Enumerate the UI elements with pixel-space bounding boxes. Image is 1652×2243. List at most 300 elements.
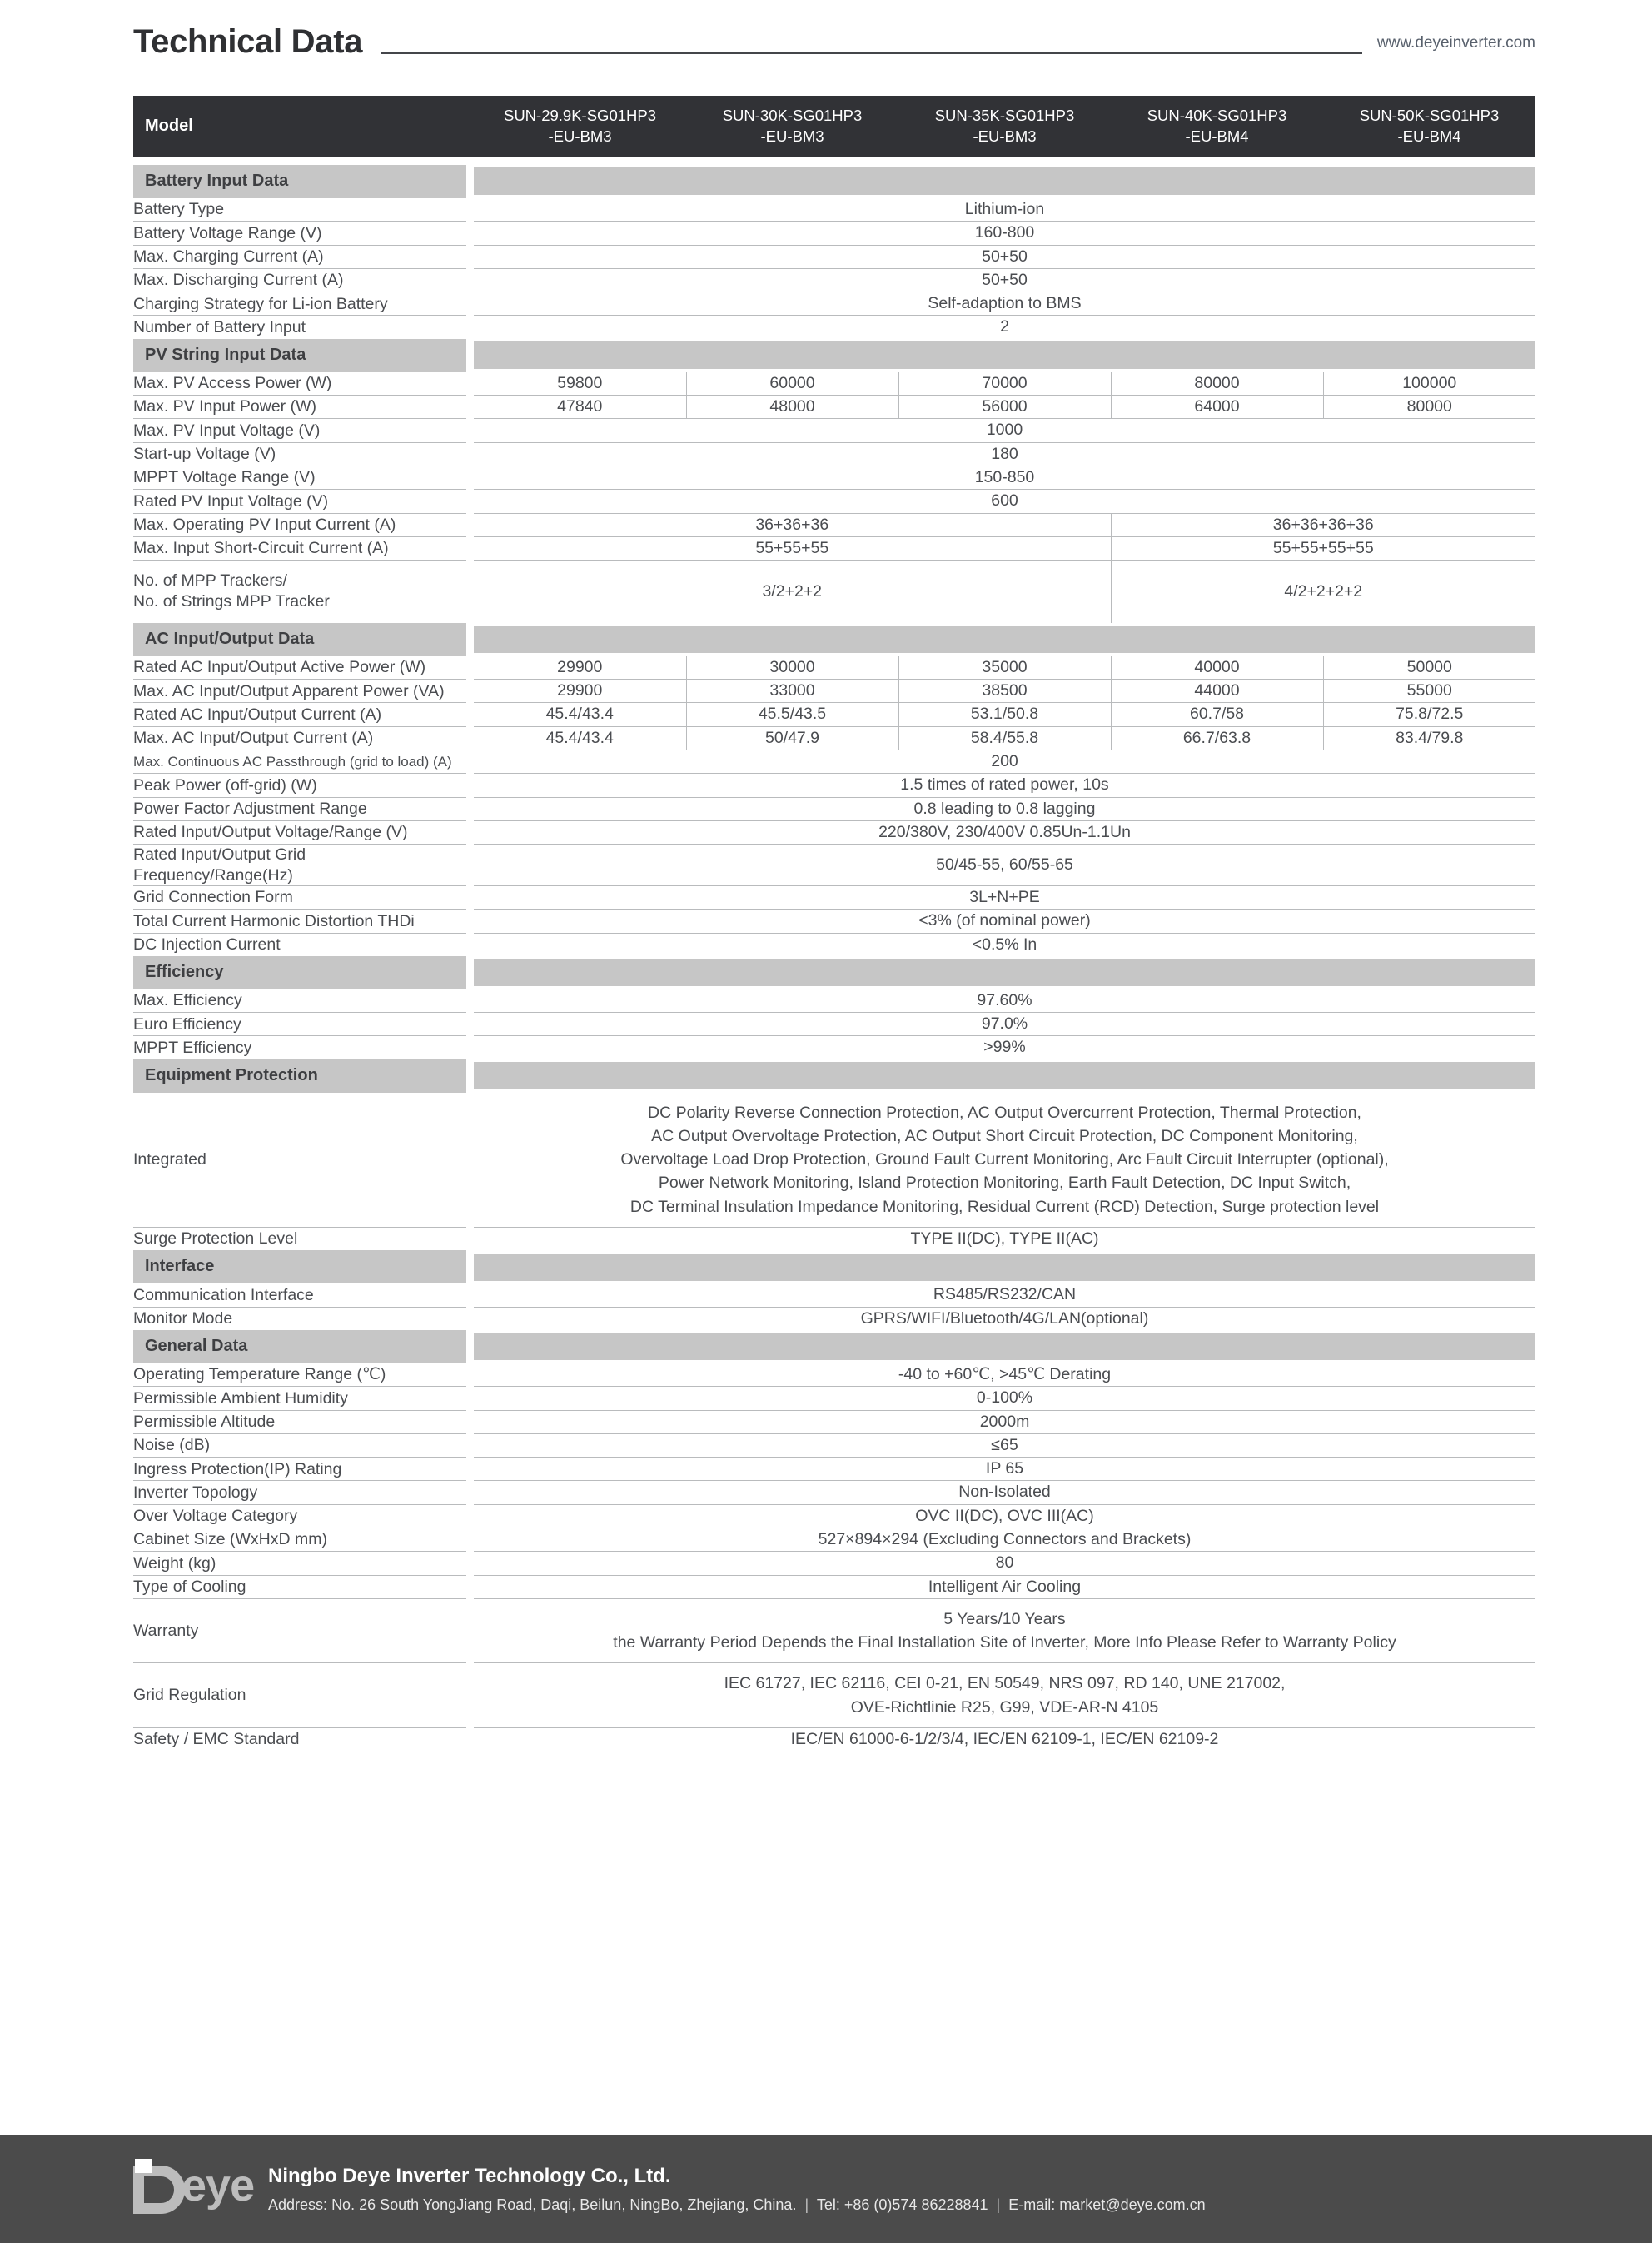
model-header-label: Model [133, 96, 474, 157]
spec-row-label: Battery Voltage Range (V) [133, 222, 466, 245]
spec-row-value: 36+36+36 [474, 513, 1111, 536]
column-gap [466, 885, 474, 909]
spec-row-value: 58.4/55.8 [898, 726, 1111, 750]
spacer-cell [133, 157, 1535, 165]
model-column-header [1323, 96, 1535, 157]
spec-row [133, 1307, 1535, 1330]
spec-row-label: Noise (dB) [133, 1433, 466, 1457]
column-gap [466, 536, 474, 560]
section-fill-bar [474, 626, 1535, 653]
model-column-header [686, 96, 898, 157]
section-header-row [133, 956, 1535, 989]
column-gap [466, 1575, 474, 1598]
model-name-line2: -EU-BM4 [1185, 127, 1249, 145]
spec-row-value: 0.8 leading to 0.8 lagging [474, 797, 1535, 820]
header-row [133, 25, 1535, 60]
spec-row-value [474, 1598, 1535, 1663]
column-gap [466, 372, 474, 396]
spec-row-value: 160-800 [474, 222, 1535, 245]
spec-row [133, 372, 1535, 396]
spec-row-label: Total Current Harmonic Distortion THDi [133, 910, 466, 933]
spec-row-label: Peak Power (off-grid) (W) [133, 774, 466, 797]
column-gap [466, 680, 474, 703]
page-title: Technical Data [133, 23, 363, 60]
website-url: www.deyeinverter.com [1376, 34, 1535, 52]
column-gap [466, 1727, 474, 1751]
spec-row-label: Safety / EMC Standard [133, 1727, 466, 1751]
spec-row-label: MPPT Voltage Range (V) [133, 466, 466, 489]
email-label: E-mail: [1008, 2196, 1056, 2214]
spec-row-label [133, 561, 466, 623]
column-gap [466, 1093, 474, 1228]
spec-row-value: IEC/EN 61000-6-1/2/3/4, IEC/EN 62109-1, IEC/EN 62109-2 [474, 1727, 1535, 1751]
spec-row-value: GPRS/WIFI/Bluetooth/4G/LAN(optional) [474, 1307, 1535, 1330]
spec-row-value: 2 [474, 316, 1535, 339]
spec-row-value: 40000 [1111, 656, 1323, 680]
value-line: 5 Years/10 Years [943, 1609, 1066, 1628]
spec-row-label: Max. Efficiency [133, 991, 242, 1010]
section-title-cell [133, 165, 466, 198]
spec-row-value [474, 1663, 1535, 1728]
spec-row-label: Surge Protection Level [133, 1228, 466, 1251]
spec-row [133, 1598, 1535, 1663]
spec-row-value: 60.7/58 [1111, 703, 1323, 726]
spec-table-body [133, 96, 1535, 1751]
column-gap [466, 910, 474, 933]
spec-row-value: 66.7/63.8 [1111, 726, 1323, 750]
logo-wordmark: eye [182, 2161, 255, 2211]
spec-row-label: Grid Regulation [133, 1663, 466, 1728]
section-title: PV String Input Data [133, 339, 466, 372]
spec-row-label: Max. Discharging Current (A) [133, 268, 466, 292]
spec-row-label: Type of Cooling [133, 1575, 466, 1598]
spec-row [133, 933, 1535, 956]
value-line: DC Terminal Insulation Impedance Monitoring, Residual Current (RCD) Detection, Surge protection level [629, 1197, 1380, 1216]
column-gap [466, 933, 474, 956]
spec-row-value: RS485/RS232/CAN [933, 1285, 1077, 1304]
spec-row-label: Max. PV Access Power (W) [133, 374, 332, 393]
section-fill-bar [474, 167, 1535, 195]
spec-row [133, 1093, 1535, 1228]
column-gap [466, 1228, 474, 1251]
spec-row-value: 55+55+55 [474, 536, 1111, 560]
model-column-header [474, 96, 686, 157]
company-name: Ningbo Deye Inverter Technology Co., Ltd. [268, 2164, 671, 2187]
spec-row [133, 536, 1535, 560]
spec-row [133, 885, 1535, 909]
spec-row-value: Intelligent Air Cooling [474, 1575, 1535, 1598]
section-header-row [133, 339, 1535, 372]
spec-row-value: 56000 [898, 396, 1111, 419]
spec-row-value: 50+50 [474, 245, 1535, 268]
column-gap [466, 726, 474, 750]
spec-row-value: 80 [474, 1552, 1535, 1575]
column-gap [466, 198, 474, 222]
model-name-line1: SUN-40K-SG01HP3 [1147, 107, 1287, 124]
technical-data-table [133, 96, 1535, 1751]
deye-logo-icon [133, 2159, 255, 2219]
spec-row-label: Cabinet Size (WxHxD mm) [133, 1528, 466, 1551]
spec-row [133, 656, 1535, 680]
spec-row [133, 820, 1535, 844]
value-line: DC Polarity Reverse Connection Protection, AC Output Overcurrent Protection, Thermal Protection, [648, 1103, 1361, 1122]
spec-row-value: 0-100% [474, 1387, 1535, 1410]
spec-row-value: 35000 [898, 656, 1111, 680]
spec-row-value: 75.8/72.5 [1323, 703, 1535, 726]
spec-row-label: Max. AC Input/Output Apparent Power (VA) [133, 680, 466, 703]
spec-row-label: Operating Temperature Range (℃) [133, 1365, 386, 1384]
spec-row [133, 845, 1535, 886]
spec-row-label: Rated Input/Output Grid Frequency/Range(Hz) [133, 845, 466, 886]
section-title: Efficiency [133, 956, 466, 989]
spec-row-label: Max. PV Input Power (W) [133, 396, 466, 419]
section-title-cell [133, 1250, 466, 1283]
model-name-line2: -EU-BM3 [548, 127, 612, 145]
spec-row-value: 45.4/43.4 [474, 703, 686, 726]
spec-row [133, 910, 1535, 933]
section-title-cell [133, 1059, 466, 1093]
spec-row-value: 30000 [686, 656, 898, 680]
spec-row-label: Euro Efficiency [133, 1013, 466, 1036]
value-line: AC Output Overvoltage Protection, AC Output Short Circuit Protection, DC Component Monitoring, [651, 1126, 1358, 1145]
column-gap [466, 989, 474, 1013]
spec-row-value: 29900 [474, 680, 686, 703]
email-value: market@deye.com.cn [1059, 2196, 1206, 2214]
spec-row-value [474, 1093, 1535, 1228]
spec-row-value: 60000 [686, 372, 898, 396]
spec-row [133, 419, 1535, 442]
spec-row-value: 64000 [1111, 396, 1323, 419]
spec-row-value: 1000 [474, 419, 1535, 442]
spec-row [133, 513, 1535, 536]
page-footer [0, 2135, 1652, 2243]
spec-row-label: DC Injection Current [133, 933, 466, 956]
spec-row [133, 396, 1535, 419]
model-name-line1: SUN-35K-SG01HP3 [934, 107, 1075, 124]
section-header-row [133, 623, 1535, 656]
spec-row [133, 1727, 1535, 1751]
spec-row-value: 36+36+36+36 [1111, 513, 1535, 536]
spec-row-value: 527×894×294 (Excluding Connectors and Brackets) [474, 1528, 1535, 1551]
section-title-cell [133, 1330, 466, 1363]
spec-row [133, 1481, 1535, 1504]
spec-row-value: 3/2+2+2 [474, 561, 1111, 623]
spec-label-line2: No. of Strings MPP Tracker [133, 592, 330, 611]
column-gap [466, 1307, 474, 1330]
spec-row [133, 1228, 1535, 1251]
column-gap [466, 316, 474, 339]
column-gap [466, 268, 474, 292]
spec-row-value: TYPE II(DC), TYPE II(AC) [474, 1228, 1535, 1251]
spec-row [133, 561, 1535, 623]
column-gap [466, 750, 474, 773]
spec-row-value: 180 [474, 442, 1535, 466]
spec-row-value: 55+55+55+55 [1111, 536, 1535, 560]
column-gap [466, 1528, 474, 1551]
section-fill-bar [474, 959, 1535, 986]
address-value: No. 26 South YongJiang Road, Daqi, Beilun, NingBo, Zhejiang, China. [331, 2196, 797, 2214]
spec-row-value: 70000 [898, 372, 1111, 396]
spec-row-value: 50/45-55, 60/55-65 [474, 845, 1535, 886]
spec-row-value: 97.0% [474, 1013, 1535, 1036]
spec-row-value: 33000 [686, 680, 898, 703]
spec-row-label: Over Voltage Category [133, 1504, 466, 1528]
model-column-header [1111, 96, 1323, 157]
section-title-cell [133, 339, 466, 372]
section-fill-bar [474, 341, 1535, 369]
spec-row [133, 989, 1535, 1013]
value-line: Overvoltage Load Drop Protection, Ground Fault Current Monitoring, Arc Fault Circuit Interrupter (optional), [620, 1150, 1389, 1169]
model-column-header [898, 96, 1111, 157]
spec-row [133, 726, 1535, 750]
spec-row-label: Weight (kg) [133, 1552, 466, 1575]
spec-row-value: 47840 [474, 396, 686, 419]
spec-row-label: Integrated [133, 1150, 206, 1169]
spec-row-value: 55000 [1323, 680, 1535, 703]
spec-row [133, 1387, 1535, 1410]
column-gap [466, 797, 474, 820]
spec-row-label: Battery Type [133, 200, 225, 219]
section-fill-bar [474, 1254, 1535, 1281]
spec-row-value: 4/2+2+2+2 [1111, 561, 1535, 623]
section-title: General Data [133, 1330, 466, 1363]
section-header-fill [466, 956, 1535, 989]
section-header-row [133, 1330, 1535, 1363]
spec-row [133, 1363, 1535, 1387]
spec-row-label: Monitor Mode [133, 1307, 466, 1330]
spec-row [133, 268, 1535, 292]
spec-row-value: 48000 [686, 396, 898, 419]
column-gap [466, 656, 474, 680]
spec-row-value: 45.4/43.4 [474, 726, 686, 750]
spec-row-value: 83.4/79.8 [1323, 726, 1535, 750]
spec-row [133, 1458, 1535, 1481]
spec-row [133, 1552, 1535, 1575]
contact-separator-2: | [996, 2196, 1001, 2214]
spec-row [133, 1036, 1535, 1059]
spec-row-label: Start-up Voltage (V) [133, 442, 466, 466]
spec-row-value: 44000 [1111, 680, 1323, 703]
section-header-fill [466, 1059, 1535, 1093]
model-header-row [133, 96, 1535, 157]
spec-row-value: ≤65 [474, 1433, 1535, 1457]
spec-row-label: Max. Input Short-Circuit Current (A) [133, 536, 466, 560]
spec-row-value: 97.60% [977, 990, 1032, 1009]
value-line: the Warranty Period Depends the Final Installation Site of Inverter, More Info Please Refer to Warranty Policy [613, 1633, 1396, 1652]
section-title-cell [133, 623, 466, 656]
spec-row [133, 245, 1535, 268]
model-name-line2: -EU-BM3 [760, 127, 824, 145]
address-label: Address: [268, 2196, 328, 2214]
tel-value: +86 (0)574 86228841 [843, 2196, 988, 2214]
spec-row-value: 1.5 times of rated power, 10s [474, 774, 1535, 797]
spec-row-label: Rated PV Input Voltage (V) [133, 490, 466, 513]
model-name-line2: -EU-BM3 [973, 127, 1037, 145]
spec-row-label: Max. Continuous AC Passthrough (grid to load) (A) [133, 750, 466, 773]
section-header-row [133, 1059, 1535, 1093]
column-gap [466, 1481, 474, 1504]
spec-row [133, 222, 1535, 245]
spec-row [133, 316, 1535, 339]
spec-row [133, 442, 1535, 466]
spec-row-value: Non-Isolated [474, 1481, 1535, 1504]
spec-row-value: OVC II(DC), OVC III(AC) [474, 1504, 1535, 1528]
spec-table-container [0, 96, 1652, 1751]
column-gap [466, 292, 474, 316]
spec-row [133, 680, 1535, 703]
spec-row [133, 1433, 1535, 1457]
spec-row-value: IP 65 [474, 1458, 1535, 1481]
model-name-line1: SUN-50K-SG01HP3 [1359, 107, 1500, 124]
column-gap [466, 222, 474, 245]
section-title: AC Input/Output Data [133, 623, 466, 656]
spec-row-value: 100000 [1323, 372, 1535, 396]
column-gap [466, 1410, 474, 1433]
spec-row-value: 220/380V, 230/400V 0.85Un-1.1Un [474, 820, 1535, 844]
spec-row-label: Rated Input/Output Voltage/Range (V) [133, 820, 466, 844]
model-name-line1: SUN-29.9K-SG01HP3 [503, 107, 657, 124]
spec-row [133, 292, 1535, 316]
spec-row-label: Charging Strategy for Li-ion Battery [133, 292, 466, 316]
footer-text-block [268, 2163, 1206, 2216]
spec-row-value: 59800 [557, 373, 603, 392]
column-gap [466, 245, 474, 268]
spec-row-value: 600 [474, 490, 1535, 513]
section-header-fill [466, 165, 1535, 198]
spec-row-value: 53.1/50.8 [898, 703, 1111, 726]
spec-row-label: Number of Battery Input [133, 316, 466, 339]
section-header-row [133, 1250, 1535, 1283]
spec-row-value: Lithium-ion [964, 199, 1045, 218]
section-title: Battery Input Data [133, 165, 466, 198]
spec-row-value: 29900 [557, 657, 603, 676]
spec-row-value: 80000 [1323, 396, 1535, 419]
spec-row [133, 490, 1535, 513]
spec-row-value: 80000 [1111, 372, 1323, 396]
column-gap [466, 774, 474, 797]
column-gap [466, 1363, 474, 1387]
spec-row [133, 466, 1535, 489]
column-gap [466, 1283, 474, 1307]
spec-row-value: 2000m [474, 1410, 1535, 1433]
spec-row-value: 200 [474, 750, 1535, 773]
column-gap [466, 1013, 474, 1036]
column-gap [466, 513, 474, 536]
page-header [0, 0, 1652, 96]
spec-row-label: Permissible Ambient Humidity [133, 1387, 466, 1410]
spec-row [133, 1528, 1535, 1551]
spec-row-value: 150-850 [474, 466, 1535, 489]
spec-row [133, 797, 1535, 820]
column-gap [466, 1387, 474, 1410]
column-gap [466, 490, 474, 513]
model-name-line1: SUN-30K-SG01HP3 [722, 107, 863, 124]
section-title: Equipment Protection [133, 1059, 466, 1093]
spec-row [133, 1663, 1535, 1728]
column-gap [466, 396, 474, 419]
column-gap [466, 1504, 474, 1528]
column-gap [466, 1458, 474, 1481]
column-gap [466, 442, 474, 466]
value-line: IEC 61727, IEC 62116, CEI 0-21, EN 50549, NRS 097, RD 140, UNE 217002, [724, 1674, 1286, 1693]
spec-row-label: MPPT Efficiency [133, 1036, 466, 1059]
tel-label: Tel: [816, 2196, 840, 2214]
column-gap [466, 845, 474, 886]
column-gap [466, 561, 474, 623]
spec-row [133, 198, 1535, 222]
spec-row-value: 50000 [1323, 656, 1535, 680]
model-name-line2: -EU-BM4 [1397, 127, 1461, 145]
footer-contact [268, 2195, 1206, 2215]
spec-row [133, 750, 1535, 773]
spec-row [133, 1410, 1535, 1433]
section-title-cell [133, 956, 466, 989]
value-line: Power Network Monitoring, Island Protection Monitoring, Earth Fault Detection, DC Input Switch, [658, 1174, 1351, 1193]
section-header-fill [466, 339, 1535, 372]
section-fill-bar [474, 1062, 1535, 1089]
spec-row [133, 1283, 1535, 1307]
column-gap [466, 1036, 474, 1059]
spec-row [133, 703, 1535, 726]
column-gap [466, 820, 474, 844]
header-spacer [133, 157, 1535, 165]
spec-row-label: Warranty [133, 1598, 466, 1663]
column-gap [466, 1663, 474, 1728]
spec-row-label: Max. PV Input Voltage (V) [133, 419, 466, 442]
value-line: OVE-Richtlinie R25, G99, VDE-AR-N 4105 [850, 1697, 1159, 1717]
column-gap [466, 419, 474, 442]
spec-row [133, 1575, 1535, 1598]
spec-row-label: Power Factor Adjustment Range [133, 797, 466, 820]
logo-dot [135, 2159, 152, 2173]
spec-row-label: Max. Charging Current (A) [133, 245, 466, 268]
contact-separator-1: | [804, 2196, 809, 2214]
spec-row-label: Rated AC Input/Output Current (A) [133, 703, 466, 726]
spec-row-value: <0.5% In [474, 933, 1535, 956]
column-gap [466, 1598, 474, 1663]
spec-row-label: Permissible Altitude [133, 1410, 466, 1433]
section-header-row [133, 165, 1535, 198]
section-header-fill [466, 1250, 1535, 1283]
column-gap [466, 1552, 474, 1575]
spec-row-value: -40 to +60℃, >45℃ Derating [898, 1364, 1112, 1383]
spec-row-label: Grid Connection Form [133, 885, 466, 909]
title-divider [381, 52, 1362, 54]
spec-row-value: >99% [474, 1036, 1535, 1059]
spec-row-value: <3% (of nominal power) [474, 910, 1535, 933]
spec-row-label: Max. Operating PV Input Current (A) [133, 513, 466, 536]
section-fill-bar [474, 1333, 1535, 1360]
spec-row-value: 50/47.9 [686, 726, 898, 750]
spec-row-value: 3L+N+PE [474, 885, 1535, 909]
spec-row-label: Max. AC Input/Output Current (A) [133, 726, 466, 750]
spec-row-label: Ingress Protection(IP) Rating [133, 1458, 466, 1481]
column-gap [466, 703, 474, 726]
column-gap [466, 466, 474, 489]
spec-row-label: Inverter Topology [133, 1481, 466, 1504]
spec-row-value: 50+50 [474, 268, 1535, 292]
spec-label-line1: No. of MPP Trackers/ [133, 571, 287, 591]
section-header-fill [466, 623, 1535, 656]
spec-row-value: 38500 [898, 680, 1111, 703]
spec-row-label: Communication Interface [133, 1285, 314, 1304]
spec-row [133, 1504, 1535, 1528]
column-gap [466, 1433, 474, 1457]
spec-row-value: Self-adaption to BMS [474, 292, 1535, 316]
spec-row-value: 45.5/43.5 [686, 703, 898, 726]
section-title: Interface [133, 1250, 466, 1283]
section-header-fill [466, 1330, 1535, 1363]
